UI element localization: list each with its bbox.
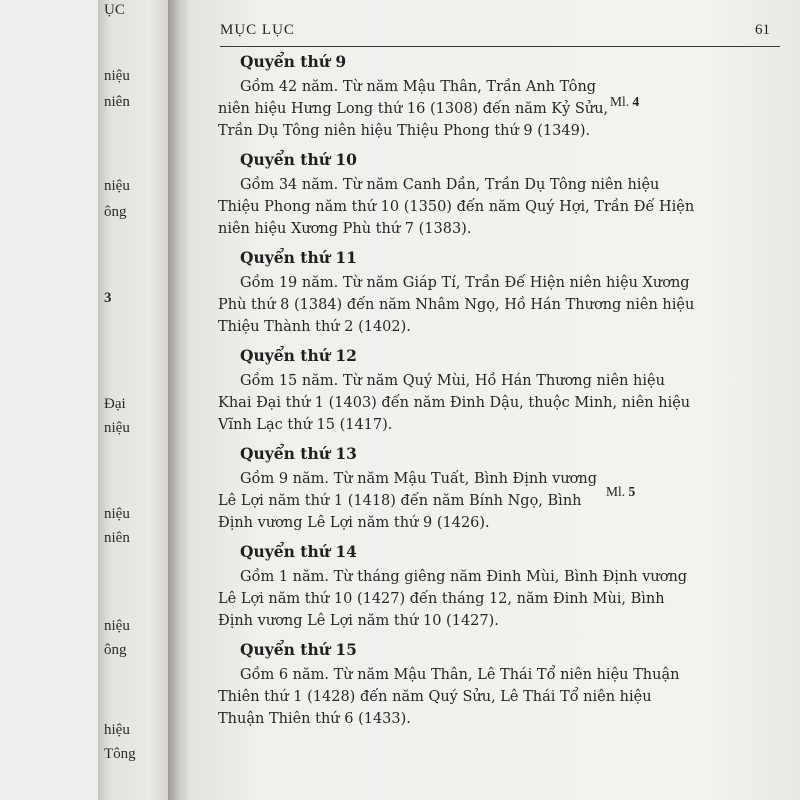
toc-entry [218,246,740,338]
entry-line: Thiệu Phong năm thứ 10 (1350) đến năm Quý Hợi, Trần Đế Hiện [218,199,695,215]
entry-heading: Quyển thứ 13 [240,444,357,463]
left-fragment: Đại [104,396,126,412]
entry-line: niên hiệu Hưng Long thứ 16 (1308) đến năm Kỷ Sửu, [218,101,609,117]
entry-line: Vĩnh Lạc thứ 15 (1417). [218,417,393,433]
entry-line: Định vương Lê Lợi năm thứ 10 (1427). [218,613,499,629]
left-page [98,0,170,800]
entry-line: Thuận Thiên thứ 6 (1433). [218,711,411,727]
left-fragment: ông [104,204,127,220]
entry-heading: Quyển thứ 15 [240,640,357,659]
entry-line: Gồm 15 năm. Từ năm Quý Mùi, Hồ Hán Thương niên hiệu [240,373,665,389]
toc-entry [218,638,740,730]
entry-line: Gồm 34 năm. Từ năm Canh Dần, Trần Dụ Tông niên hiệu [240,177,660,193]
left-fragment: niệu [104,506,130,522]
margin-note: Ml. 5 [606,484,636,499]
entry-line: Gồm 9 năm. Từ năm Mậu Tuất, Bình Định vương [240,471,598,487]
left-fragment: 3 [104,290,112,306]
right-page [188,0,800,800]
left-fragment: niệu [104,420,130,436]
left-fragment: ỤC [104,2,125,18]
left-fragment: niệu [104,178,130,194]
left-fragment: niệu [104,618,130,634]
entry-heading: Quyển thứ 14 [240,542,357,561]
entry-heading: Quyển thứ 12 [240,346,357,365]
entry-line: Định vương Lê Lợi năm thứ 9 (1426). [218,515,490,531]
margin-note: Ml. 4 [610,94,640,109]
entry-line: Lê Lợi năm thứ 10 (1427) đến tháng 12, năm Đinh Mùi, Bình [218,591,665,607]
header-title: MỤC LỤC [220,22,295,38]
entry-line: Phù thứ 8 (1384) đến năm Nhâm Ngọ, Hồ Hán Thương niên hiệu [218,297,695,313]
entry-line: Gồm 19 năm. Từ năm Giáp Tí, Trần Đế Hiện niên hiệu Xương [240,275,690,291]
entry-line: Gồm 1 năm. Từ tháng giêng năm Đinh Mùi, Bình Định vương [240,569,688,585]
entry-heading: Quyển thứ 11 [240,248,357,267]
entry-line: Khai Đại thứ 1 (1403) đến năm Đinh Dậu, thuộc Minh, niên hiệu [218,395,691,411]
page-number: 61 [755,22,770,38]
entry-line: niên hiệu Xương Phù thứ 7 (1383). [218,221,472,237]
entry-line: Lê Lợi năm thứ 1 (1418) đến năm Bính Ngọ, Bình [218,493,582,509]
entry-line: Gồm 6 năm. Từ năm Mậu Thân, Lê Thái Tổ niên hiệu Thuận [240,667,680,683]
left-fragment: niệu [104,68,130,84]
left-fragment: hiệu [104,722,130,738]
entry-line: Thiên thứ 1 (1428) đến năm Quý Sửu, Lê Thái Tổ niên hiệu [218,689,652,705]
entry-line: Thiệu Thành thứ 2 (1402). [218,319,411,335]
toc-entry [218,540,740,632]
toc-entry [218,148,740,240]
toc-entry [218,344,740,436]
left-fragment: niên [104,94,130,110]
page-header [220,20,780,47]
entry-heading: Quyển thứ 10 [240,150,357,169]
toc-content [218,50,740,736]
toc-entry [218,442,740,534]
left-fragment: ông [104,642,127,658]
entry-line: Trần Dụ Tông niên hiệu Thiệu Phong thứ 9 (1349). [218,123,591,139]
left-fragment: niên [104,530,130,546]
left-fragment: Tông [104,746,136,762]
entry-heading: Quyển thứ 9 [240,52,347,71]
entry-line: Gồm 42 năm. Từ năm Mậu Thân, Trần Anh Tông [240,79,597,95]
toc-entry [218,50,740,142]
